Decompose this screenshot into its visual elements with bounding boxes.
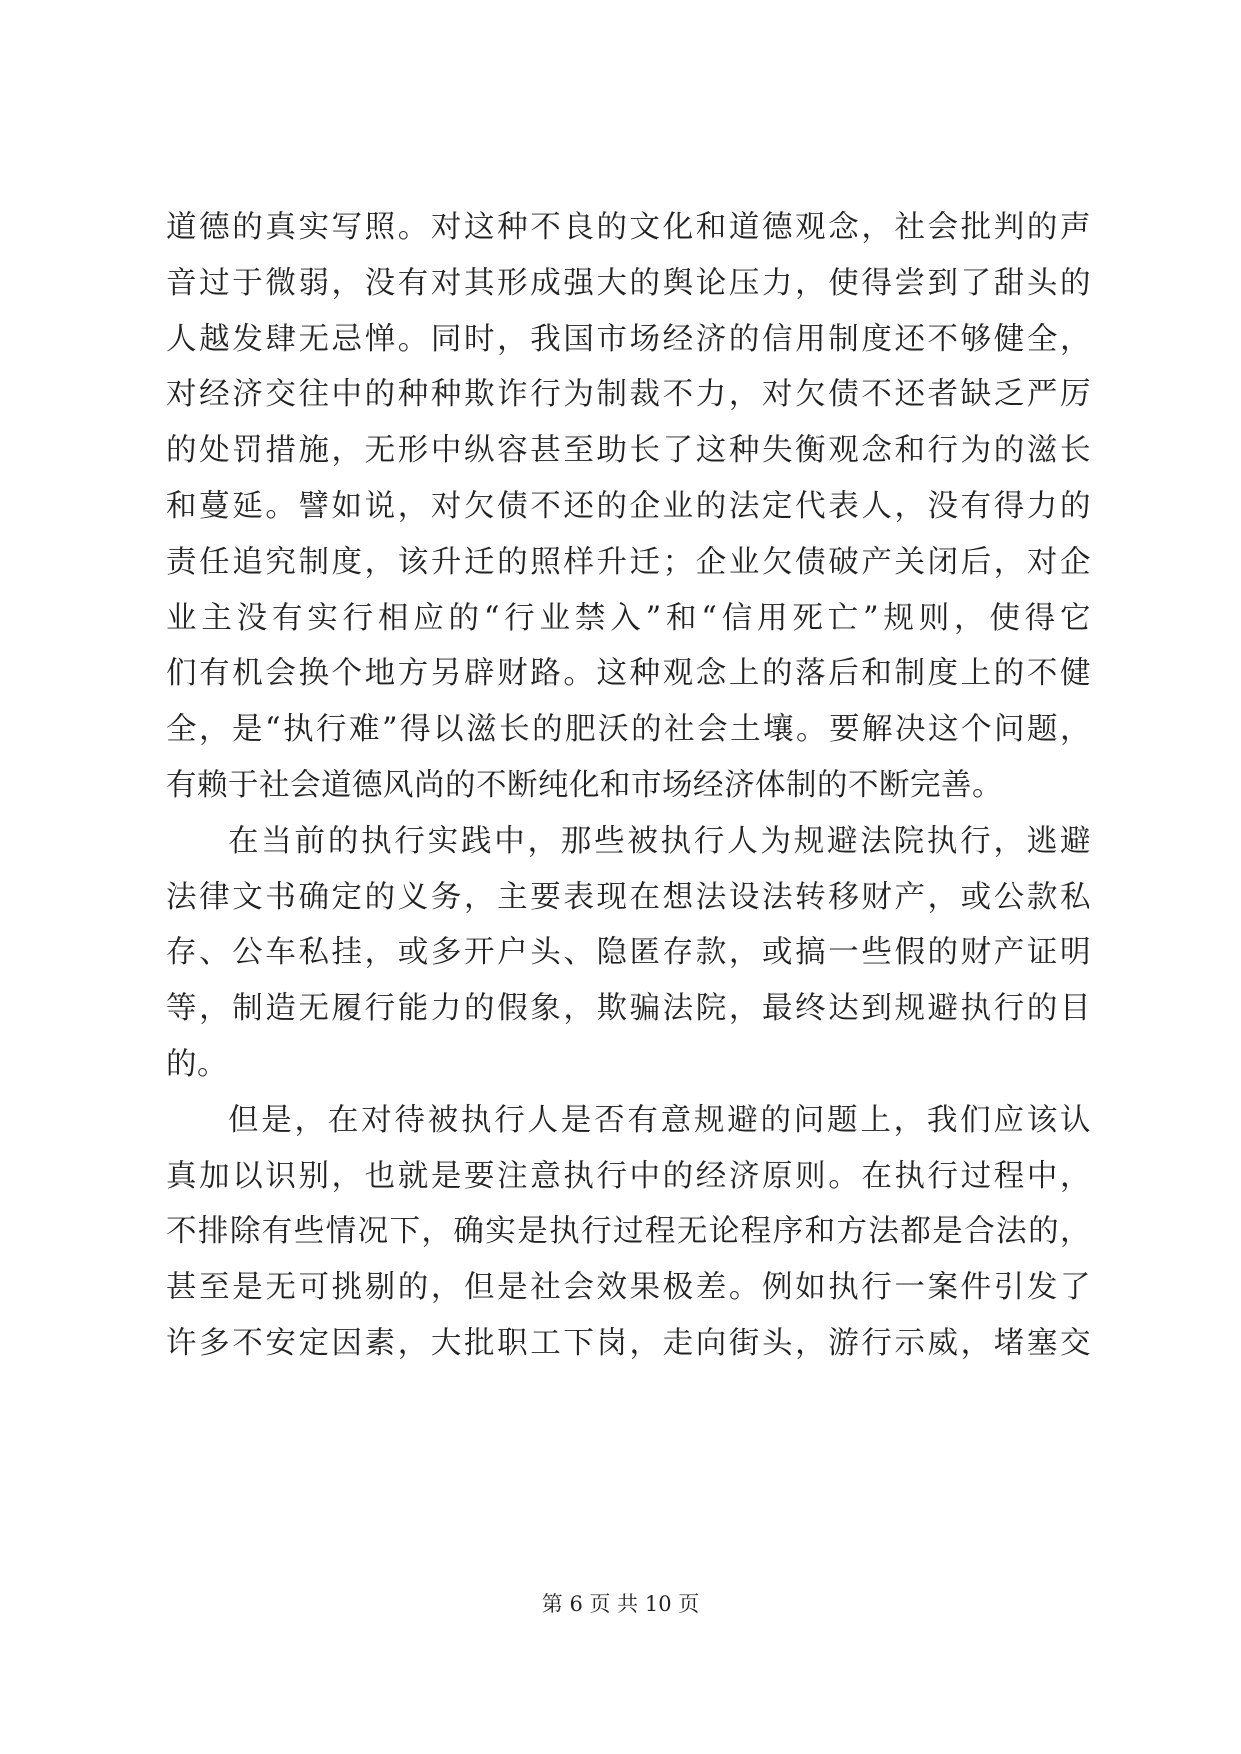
paragraph-1: [166, 200, 1091, 814]
text-line: 的。: [166, 1046, 228, 1082]
text-line: 音过于微弱，没有对其形成强大的舆论压力，使得尝到了甜头的: [166, 265, 1091, 301]
text-line: 但是，在对待被执行人是否有意规避的问题上，我们应该认: [228, 1102, 1091, 1138]
text-line: 不排除有些情况下，确实是执行过程无论程序和方法都是合法的，: [166, 1214, 1091, 1250]
paragraph-2: [166, 814, 1091, 1093]
text-line: 对经济交往中的种种欺诈行为制裁不力，对欠债不还者缺乏严厉: [166, 377, 1091, 413]
text-line: 的处罚措施，无形中纵容甚至助长了这种失衡观念和行为的滋长: [166, 433, 1091, 469]
text-line: 业主没有实行相应的“行业禁入”和“信用死亡”规则，使得它: [166, 600, 1091, 636]
text-line: 责任追究制度，该升迁的照样升迁；企业欠债破产关闭后，对企: [166, 544, 1091, 580]
paragraph-3: [166, 1093, 1091, 1372]
text-line: 和蔓延。譬如说，对欠债不还的企业的法定代表人，没有得力的: [166, 488, 1091, 524]
text-line: 甚至是无可挑剔的，但是社会效果极差。例如执行一案件引发了: [166, 1270, 1091, 1306]
text-line: 在当前的执行实践中，那些被执行人为规避法院执行，逃避: [228, 823, 1091, 859]
text-line: 存、公车私挂，或多开户头、隐匿存款，或搞一些假的财产证明: [166, 935, 1091, 971]
text-line: 法律文书确定的义务，主要表现在想法设法转移财产，或公款私: [166, 879, 1091, 915]
text-line: 等，制造无履行能力的假象，欺骗法院，最终达到规避执行的目: [166, 991, 1091, 1027]
page-number-label: 第 6 页 共 10 页: [541, 1592, 700, 1616]
text-line: 道德的真实写照。对这种不良的文化和道德观念，社会批判的声: [166, 210, 1091, 245]
body-text: [166, 200, 1091, 1372]
text-line: 有赖于社会道德风尚的不断纯化和市场经济体制的不断完善。: [166, 767, 1003, 803]
text-line: 真加以识别，也就是要注意执行中的经济原则。在执行过程中，: [166, 1158, 1091, 1194]
page-footer: [0, 1588, 1241, 1618]
text-line: 们有机会换个地方另辟财路。这种观念上的落后和制度上的不健: [166, 656, 1091, 692]
text-line: 人越发肆无忌惮。同时，我国市场经济的信用制度还不够健全，: [166, 321, 1091, 357]
text-line: 许多不安定因素，大批职工下岗，走向街头，游行示威，堵塞交: [166, 1325, 1091, 1361]
text-line: 全，是“执行难”得以滋长的肥沃的社会土壤。要解决这个问题，: [166, 712, 1091, 748]
